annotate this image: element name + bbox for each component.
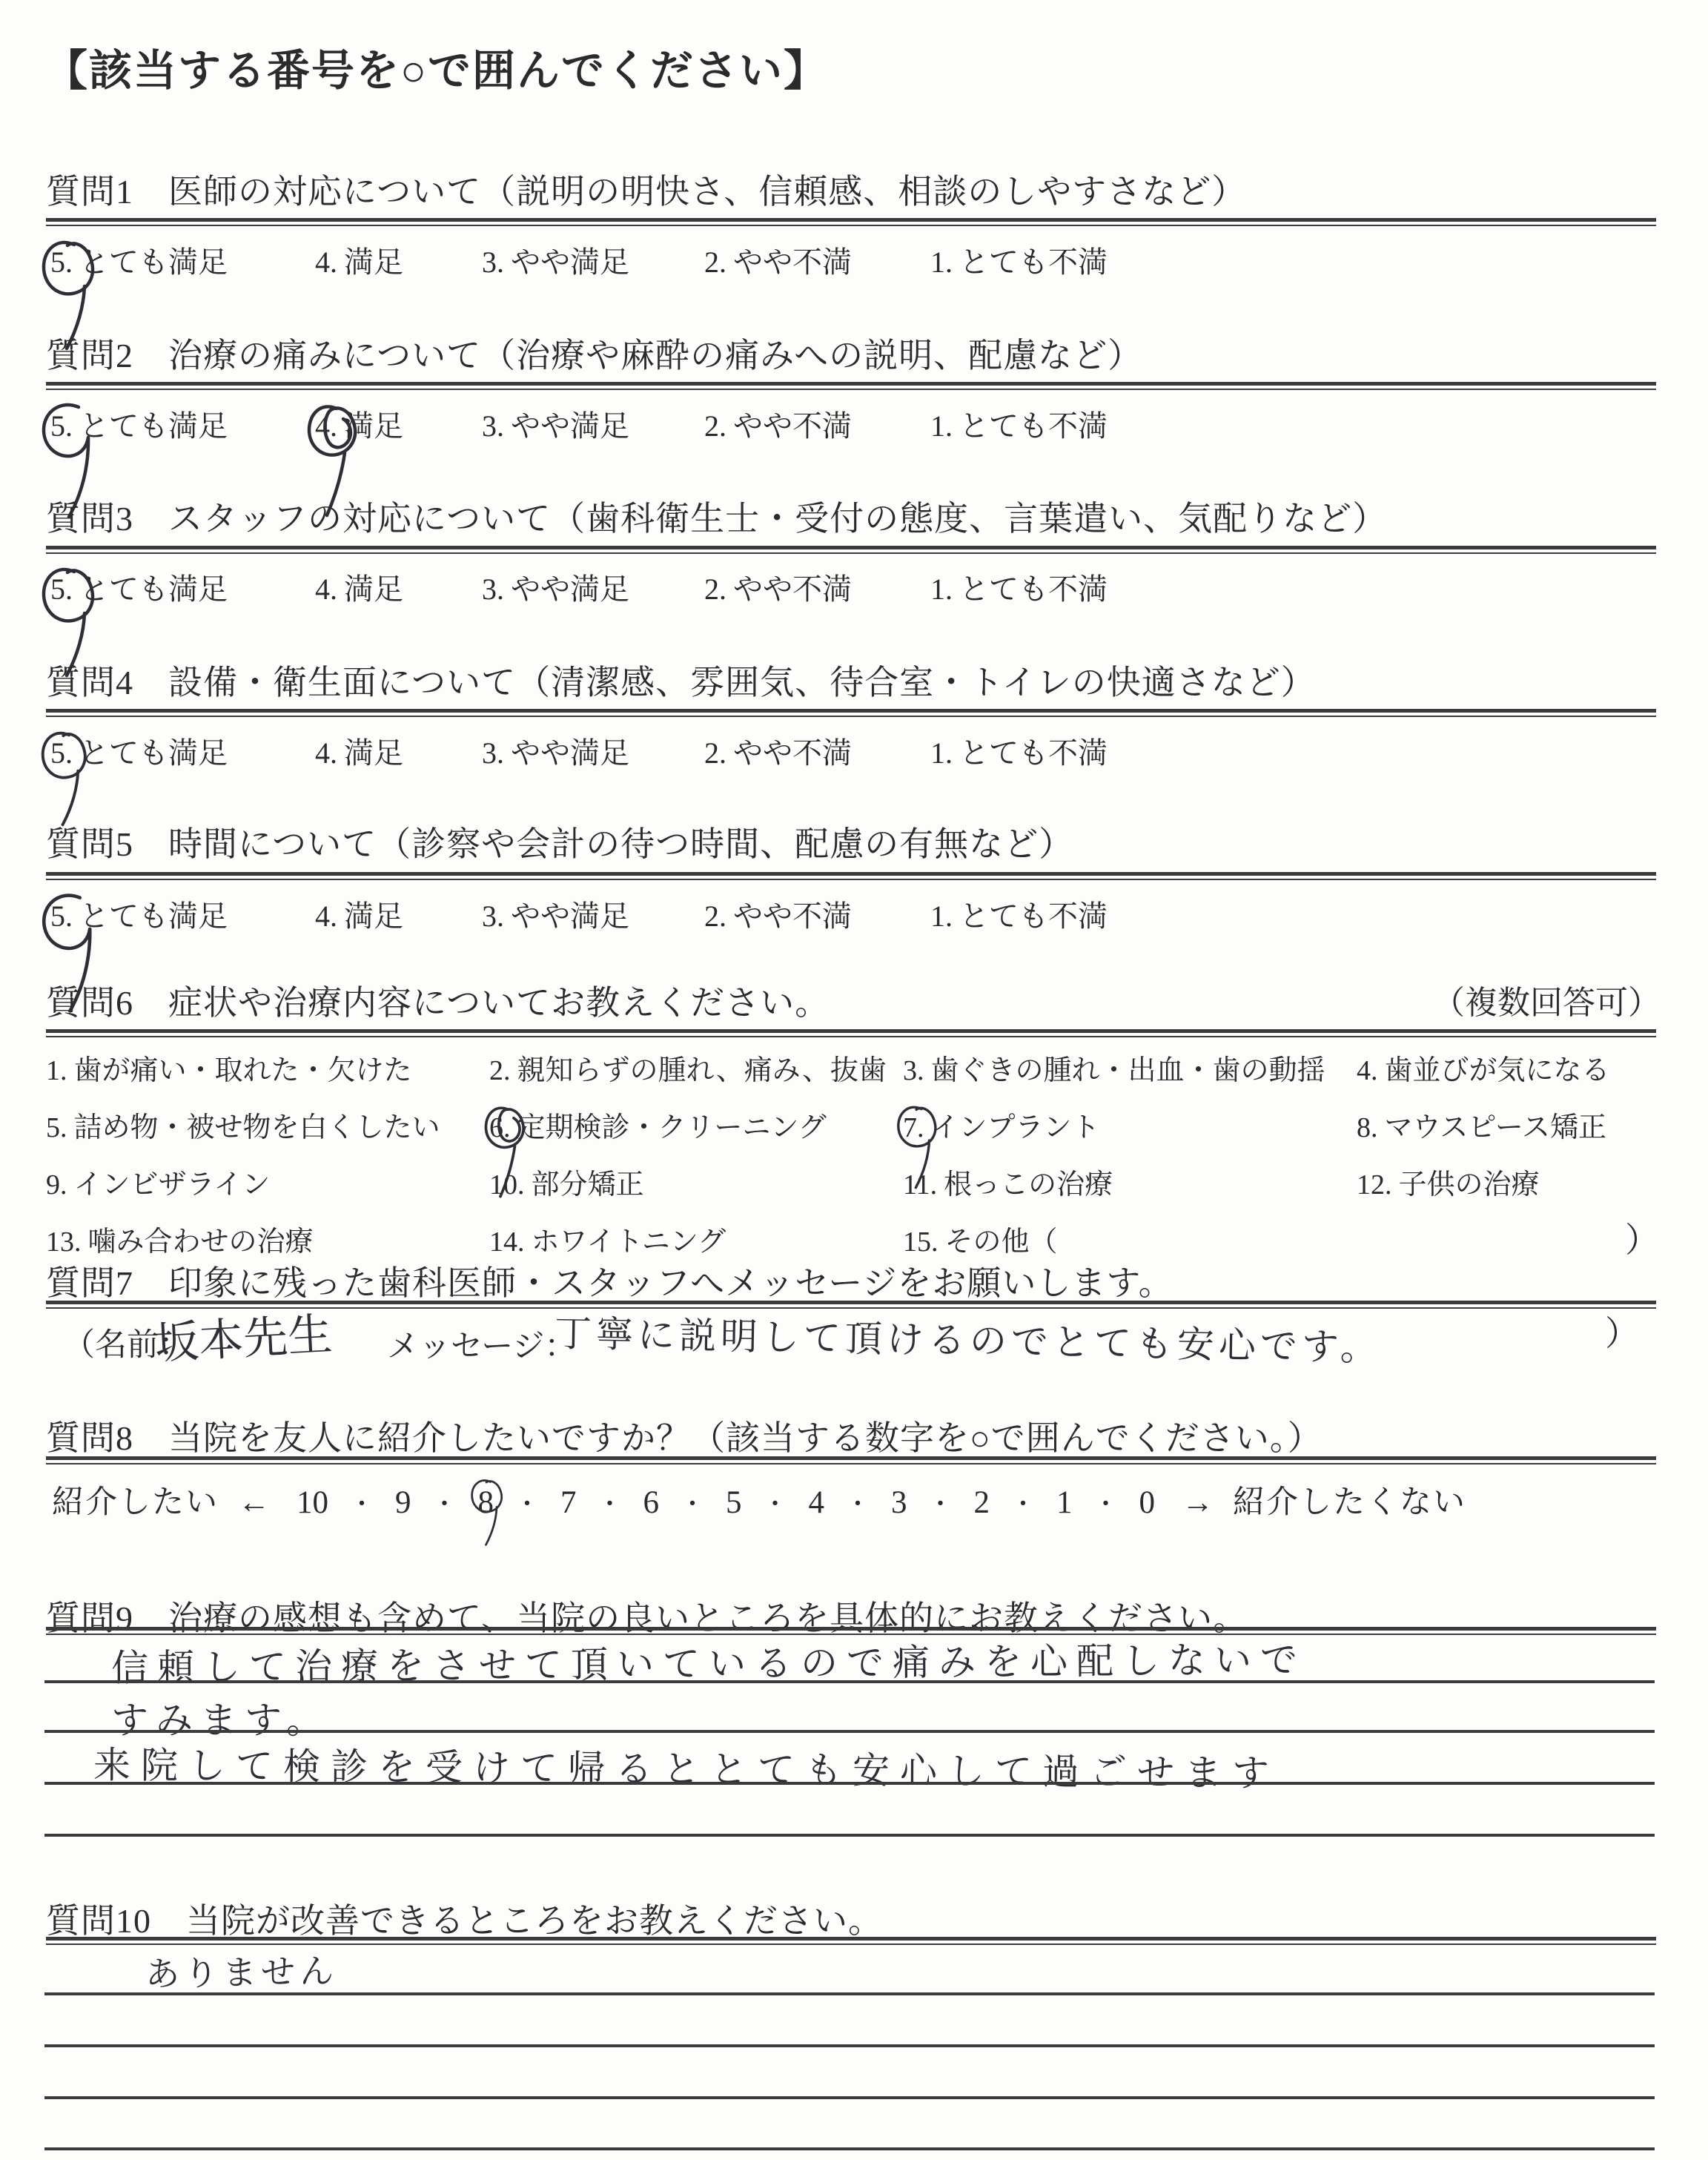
q1-option-1: 1. とても不満 — [930, 245, 1108, 279]
q6-item-3: 3. 歯ぐきの腫れ・出血・歯の動揺 — [903, 1055, 1325, 1086]
q8-value-0: 0 — [1139, 1485, 1155, 1520]
dot-separator: ・ — [845, 1491, 870, 1519]
q9-writing-line — [44, 1834, 1655, 1837]
q1-option-5-number: 5. — [50, 245, 73, 280]
q3-heading: 質問3 スタッフの対応について（歯科衛生士・受付の態度、言葉遣い、気配りなど） — [46, 500, 1388, 538]
q2-option-2: 2. やや不満 — [704, 409, 852, 443]
q10-writing-line — [44, 2096, 1655, 2099]
q7-heading: 質問7 印象に残った歯科医師・スタッフへメッセージをお願いします。 — [46, 1264, 1174, 1302]
q10-writing-line — [44, 1992, 1655, 1995]
q2-option-5: 5. とても満足 — [50, 403, 228, 445]
handwritten-circle-mark — [466, 1476, 512, 1550]
q1-options — [0, 239, 1708, 291]
q4-option-3: 3. やや満足 — [482, 736, 629, 770]
q1-option-5: 5. とても満足 — [50, 239, 228, 281]
q8-scale — [52, 1477, 1466, 1522]
q9-heading: 質問9 治療の感想も含めて、当院の良いところを具体的にお教えください。 — [46, 1599, 1248, 1637]
q8-value-8: 8 — [478, 1484, 494, 1521]
q1-option-4: 4. 満足 — [315, 245, 403, 279]
q5-option-5: 5. とても満足 — [50, 893, 228, 935]
q5-option-3: 3. やや満足 — [482, 899, 629, 933]
q6-note: （複数回答可） — [1432, 985, 1661, 1021]
left-arrow-icon: ← — [238, 1485, 270, 1520]
q4-options — [0, 730, 1708, 782]
q5-option-2: 2. やや不満 — [704, 899, 852, 933]
q6-heading: 質問6 症状や治療内容についてお教えください。 — [46, 984, 830, 1022]
q3-option-5-number: 5. — [50, 572, 73, 607]
q6-item-14: 14. ホワイトニング — [489, 1226, 726, 1258]
q7-name-label: （名前： — [63, 1328, 191, 1363]
q6-item-12: 12. 子供の治療 — [1357, 1169, 1540, 1200]
q8-value-3: 3 — [891, 1485, 907, 1520]
q8-value-4: 4 — [808, 1485, 824, 1520]
q8-rule — [46, 1456, 1656, 1464]
q8-value-1: 1 — [1056, 1485, 1073, 1520]
dot-separator: ・ — [680, 1491, 705, 1519]
q9-answer-line-2: すみます。 — [111, 1699, 331, 1742]
q1-rule — [46, 218, 1656, 226]
q8-value-5: 5 — [726, 1485, 742, 1520]
q1-option-2: 2. やや不満 — [704, 245, 852, 279]
right-arrow-icon: → — [1182, 1485, 1214, 1520]
q2-options — [0, 403, 1708, 455]
q6-item-11: 11. 根っこの治療 — [903, 1169, 1113, 1200]
q10-writing-line — [44, 2147, 1655, 2150]
q7-name-handwriting: 坂本先生 — [153, 1308, 334, 1370]
q6-rule — [46, 1029, 1656, 1037]
q6-item-13: 13. 噛み合わせの治療 — [46, 1226, 314, 1258]
q5-option-1: 1. とても不満 — [930, 899, 1108, 933]
q2-option-4: 4. 満足 — [315, 403, 403, 445]
dot-separator: ・ — [597, 1491, 623, 1519]
q3-options — [0, 566, 1708, 618]
dot-separator: ・ — [762, 1491, 788, 1519]
q3-option-3: 3. やや満足 — [482, 572, 629, 606]
q3-option-4: 4. 満足 — [315, 572, 403, 606]
q9-answer-line-3: 来院して検診を受けて帰るととても安心して過ごせます — [93, 1743, 1280, 1795]
q1-option-3: 3. やや満足 — [482, 245, 629, 279]
q6-other-close-paren: ） — [1625, 1221, 1659, 1259]
q7-close-paren: ） — [1605, 1315, 1639, 1353]
q6-item-1: 1. 歯が痛い・取れた・欠けた — [46, 1055, 412, 1086]
q8-value-10: 10 — [297, 1485, 328, 1520]
q10-rule — [46, 1937, 1656, 1945]
q4-heading: 質問4 設備・衛生面について（清潔感、雰囲気、待合室・トイレの快適さなど） — [46, 664, 1316, 701]
q2-option-1: 1. とても不満 — [930, 409, 1108, 443]
q2-heading: 質問2 治療の痛みについて（治療や麻酔の痛みへの説明、配慮など） — [46, 337, 1143, 374]
q8-value-7: 7 — [560, 1485, 577, 1520]
q7-message-label: メッセージ： — [387, 1330, 577, 1364]
q8-value-2: 2 — [973, 1485, 990, 1520]
q10-heading: 質問10 当院が改善できるところをお教えください。 — [46, 1902, 883, 1940]
q8-heading: 質問8 当院を友人に紹介したいですか？（該当する数字を○で囲んでください。） — [46, 1419, 1323, 1457]
dot-separator: ・ — [1093, 1491, 1119, 1519]
q10-writing-line — [44, 2044, 1655, 2047]
q10-answer-handwriting: ありません — [145, 1950, 339, 1995]
q5-rule — [46, 872, 1656, 880]
q6-item-5: 5. 詰め物・被せ物を白くしたい — [46, 1112, 440, 1143]
dot-separator: ・ — [927, 1491, 953, 1519]
dot-separator: ・ — [514, 1491, 540, 1519]
q4-option-5-number: 5. — [50, 736, 73, 770]
q4-rule — [46, 709, 1656, 717]
q2-option-4-number: 4. — [315, 409, 337, 443]
q5-heading: 質問5 時間について（診察や会計の待つ時間、配慮の有無など） — [46, 825, 1074, 863]
dot-separator: ・ — [1010, 1491, 1036, 1519]
q7-message-handwriting: 丁寧に説明して頂けるのでとても安心です。 — [554, 1312, 1383, 1370]
q1-heading: 質問1 医師の対応について（説明の明快さ、信頼感、相談のしやすさなど） — [46, 173, 1247, 211]
q6-item-6-number: 6. — [489, 1112, 511, 1144]
q2-option-3: 3. やや満足 — [482, 409, 629, 443]
q4-option-2: 2. やや不満 — [704, 736, 852, 770]
q6-item-7-number: 7. — [903, 1112, 924, 1144]
q9-writing-line — [44, 1730, 1655, 1733]
q6-item-8: 8. マウスピース矯正 — [1357, 1112, 1606, 1143]
q6-item-4: 4. 歯並びが気になる — [1357, 1055, 1610, 1086]
q9-answer-line-1: 信頼して治療をさせて頂いているので痛みを心配しないで — [110, 1638, 1307, 1690]
q3-option-1: 1. とても不満 — [930, 572, 1108, 606]
q6-item-6: 6. 定期検診・クリーニング — [489, 1104, 827, 1145]
q4-option-5: 5. とても満足 — [50, 730, 228, 772]
q8-value-9: 9 — [395, 1485, 411, 1520]
q6-item-15: 15. その他（ — [903, 1226, 1058, 1258]
dot-separator: ・ — [431, 1491, 457, 1519]
q9-writing-line — [44, 1782, 1655, 1785]
q3-rule — [46, 546, 1656, 554]
q5-option-4: 4. 満足 — [315, 899, 403, 933]
dot-separator: ・ — [349, 1491, 374, 1519]
q2-option-5-number: 5. — [50, 409, 73, 443]
q4-option-1: 1. とても不満 — [930, 736, 1108, 770]
q6-item-7: 7. インプラント — [903, 1104, 1100, 1145]
q3-option-2: 2. やや不満 — [704, 572, 852, 606]
q6-item-9: 9. インビザライン — [46, 1169, 271, 1200]
q5-options — [0, 893, 1708, 945]
q8-value-6: 6 — [643, 1485, 659, 1520]
q2-rule — [46, 382, 1656, 390]
page-title: 【該当する番号を○で囲んでください】 — [44, 47, 829, 95]
q8-left-label: 紹介したい — [52, 1485, 219, 1520]
q3-option-5: 5. とても満足 — [50, 566, 228, 608]
q4-option-4: 4. 満足 — [315, 736, 403, 770]
q8-right-label: 紹介したくない — [1233, 1485, 1466, 1520]
q6-item-10: 10. 部分矯正 — [489, 1169, 644, 1200]
q9-writing-line — [44, 1680, 1655, 1683]
q6-item-2: 2. 親知らずの腫れ、痛み、抜歯 — [489, 1055, 887, 1086]
q5-option-5-number: 5. — [50, 899, 73, 934]
